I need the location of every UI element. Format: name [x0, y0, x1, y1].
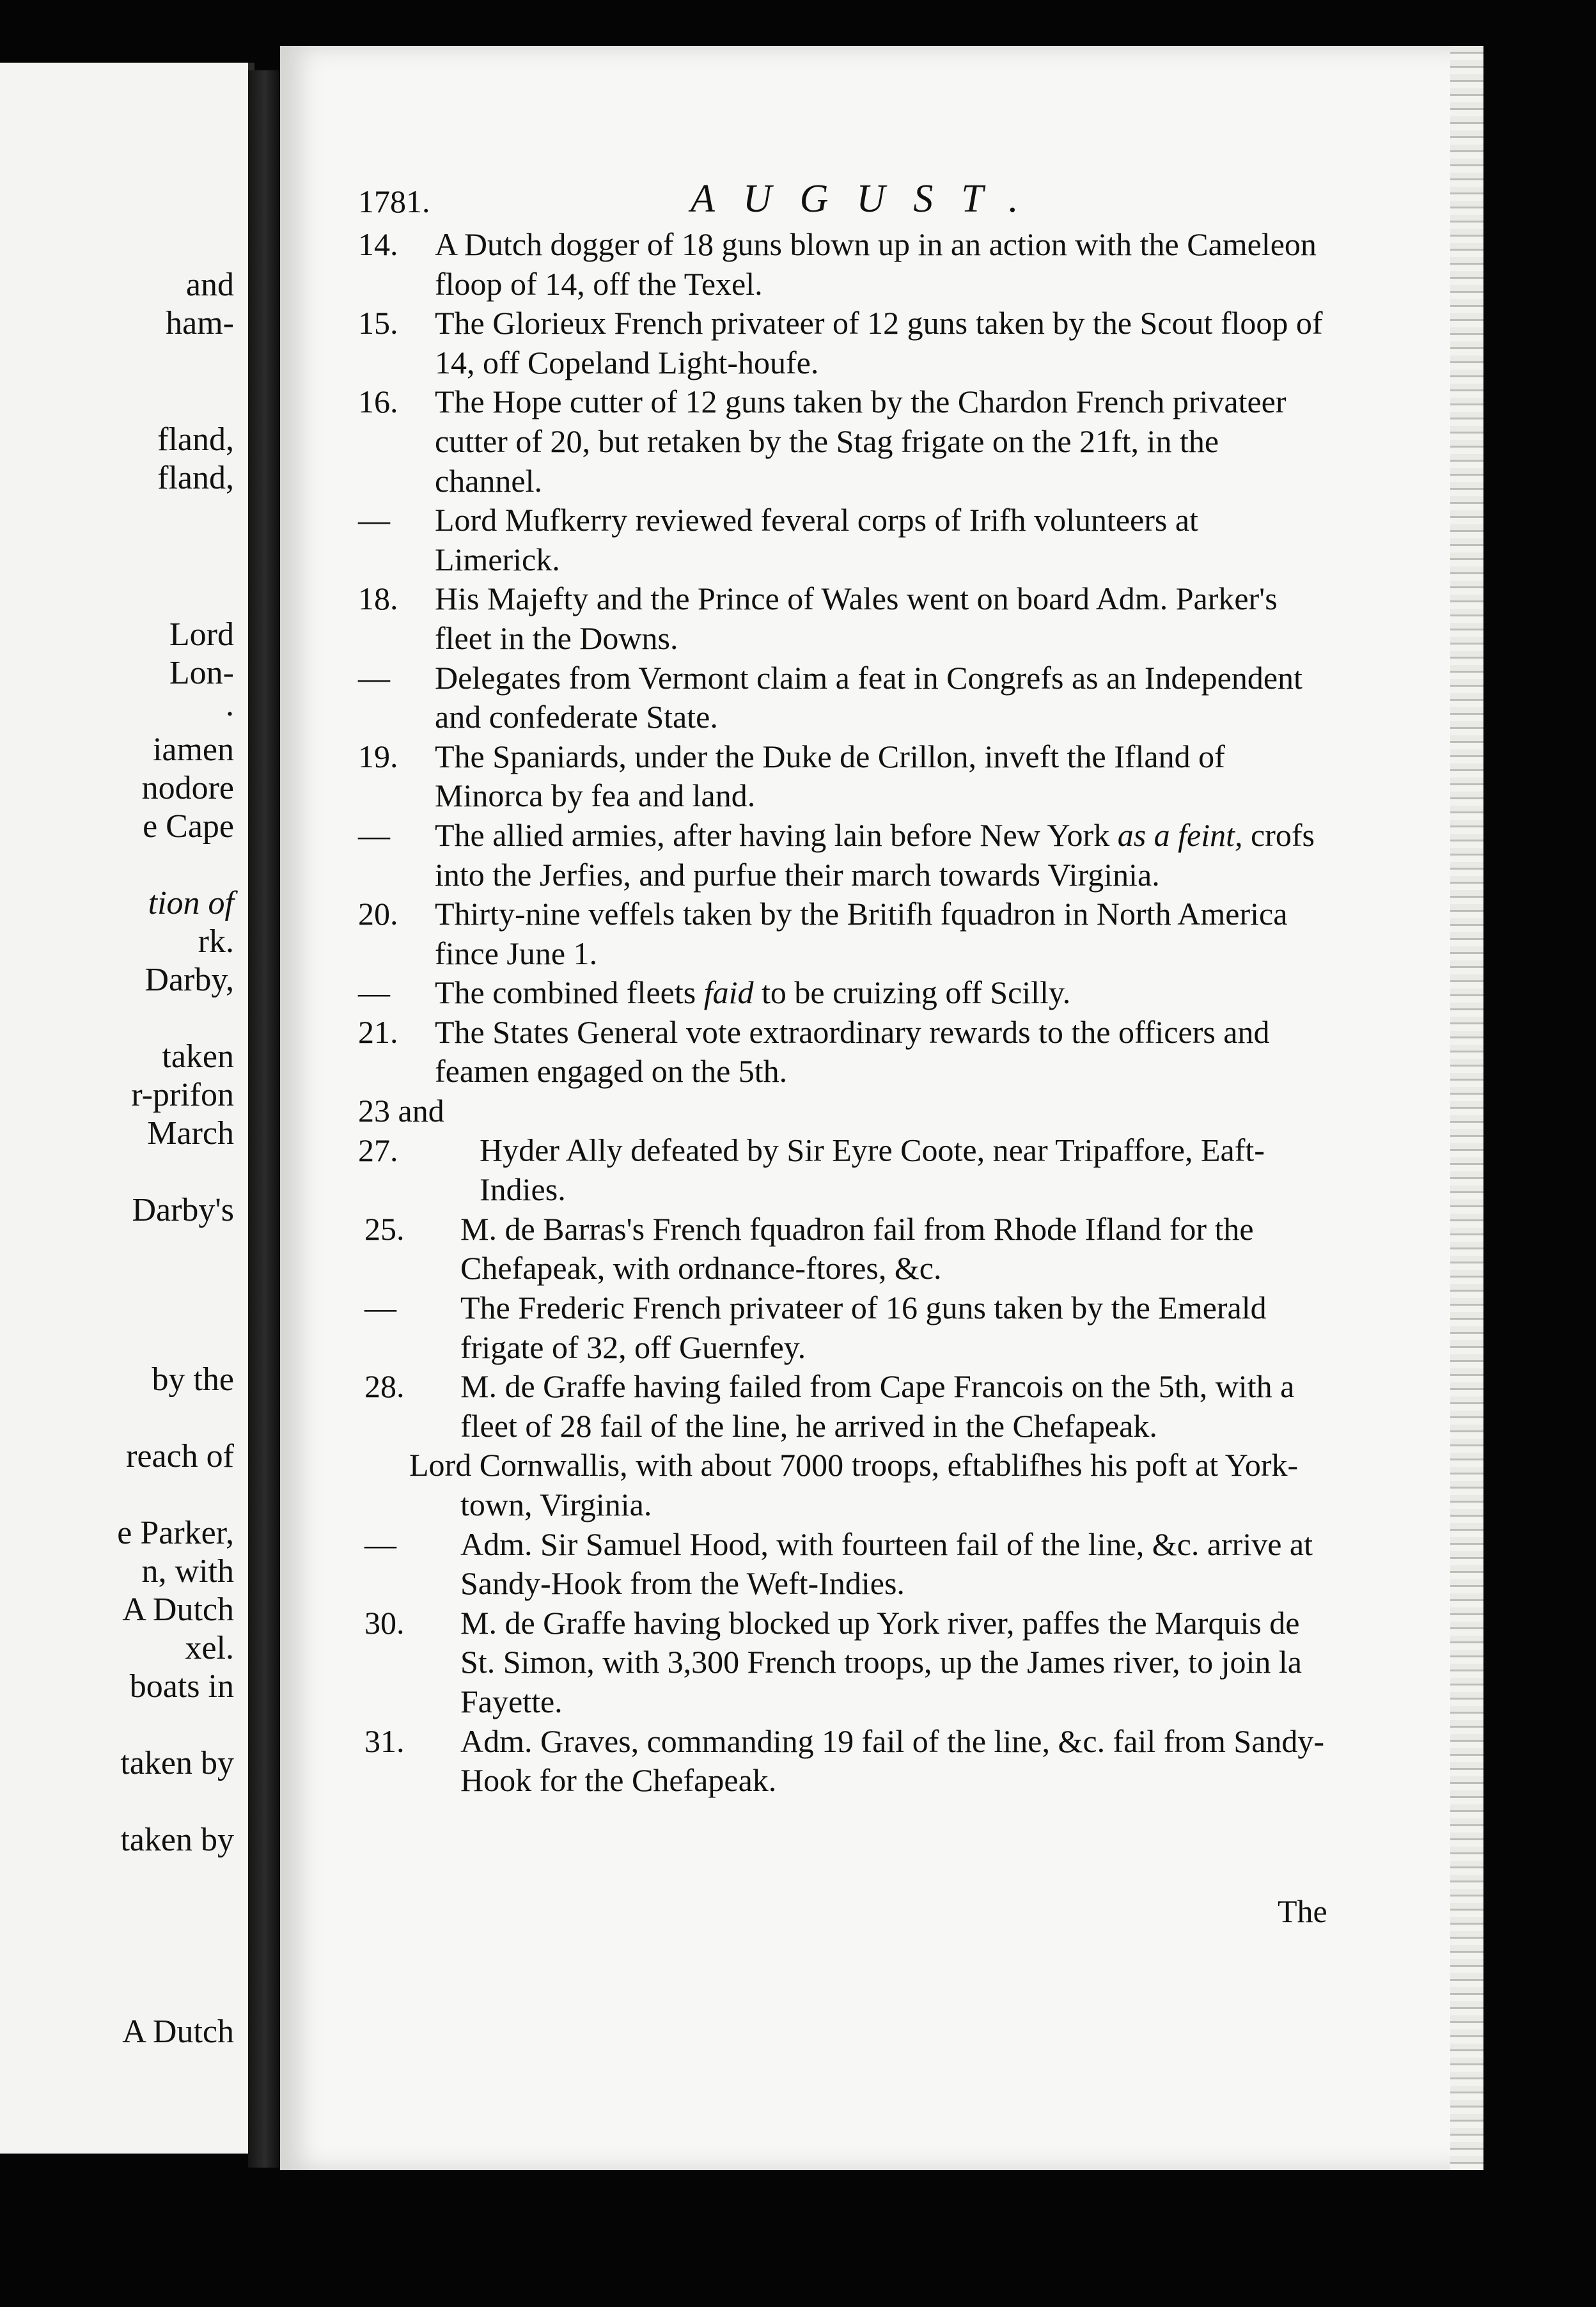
entry-date: 18. [358, 581, 398, 617]
left-fragment: e Cape [143, 808, 234, 845]
entry-date: 20. [358, 896, 398, 932]
left-fragment: and [185, 267, 234, 303]
left-fragment: reach of [126, 1438, 234, 1474]
left-fragment: fland, [157, 460, 234, 496]
chronology-entry [358, 1604, 1330, 1722]
entry-italic-text: faid [703, 974, 754, 1011]
entry-date: 21. [358, 1013, 398, 1050]
chronology-entry [358, 895, 1330, 973]
chronology-entry [358, 1446, 1330, 1524]
entry-dash: — [358, 974, 390, 1011]
entry-dash: — [364, 1290, 396, 1326]
chronology-entry [358, 1013, 1330, 1091]
entry-text: A Dutch dogger of 18 guns blown up in an action with the Cameleon floop of 14, off the Texel. [435, 226, 1317, 302]
left-fragment: A Dutch [122, 1591, 234, 1628]
chronology-entry [358, 1367, 1330, 1446]
chronology-entry [358, 1288, 1330, 1367]
left-fragment: rk. [198, 923, 234, 960]
entry-dash: — [364, 1526, 396, 1562]
left-fragment: by the [152, 1361, 234, 1398]
chronology-entry [358, 579, 1330, 658]
entry-text: Lord Mufkerry reviewed feveral corps of Irifh volunteers at Limerick. [435, 502, 1198, 577]
page-edges [1450, 46, 1483, 2170]
chronology-entry [358, 659, 1330, 737]
chronology-entry [358, 304, 1330, 382]
entry-date: 23 and 27. [358, 1093, 444, 1168]
chronology-entry [358, 501, 1330, 579]
entry-text: The Frederic French privateer of 16 guns taken by the Emerald frigate of 32, off Guernfey. [460, 1290, 1267, 1365]
entry-date: 30. [364, 1604, 405, 1641]
chronology-entry [358, 1525, 1330, 1604]
entry-date: 15. [358, 305, 398, 341]
entry-date: 28. [364, 1368, 405, 1405]
left-fragment: Lon- [169, 655, 234, 691]
entry-text: Delegates from Vermont claim a feat in Congrefs as an Independent and confederate State. [435, 659, 1303, 735]
left-fragment: . [226, 687, 234, 723]
chronology-entry [358, 1091, 1330, 1210]
entry-date: 14. [358, 226, 398, 262]
entry-text: M. de Barras's French fquadron fail from Rhode Ifland for the Chefapeak, with ordnance-ftores, &c. [460, 1210, 1254, 1286]
chronology-entry [358, 737, 1330, 816]
entry-text: Adm. Graves, commanding 19 fail of the line, &c. fail from Sandy-Hook for the Chefapeak. [460, 1723, 1325, 1799]
left-fragment: A Dutch [122, 2014, 234, 2050]
page-header [358, 177, 1330, 228]
entry-text: Adm. Sir Samuel Hood, with fourteen fail of the line, &c. arrive at Sandy-Hook from the Weft-Indies. [460, 1526, 1313, 1602]
entry-text: Lord Cornwallis, with about 7000 troops, eftablifhes his poft at York-town, Virginia. [409, 1447, 1299, 1522]
entry-date: 16. [358, 384, 398, 420]
entry-date: 25. [364, 1210, 405, 1247]
chronology-list [358, 225, 1330, 1801]
left-fragment: fland, [157, 421, 234, 458]
entry-text: Thirty-nine veffels taken by the Britifh fquadron in North America fince June 1. [435, 896, 1288, 971]
left-fragment: xel. [185, 1630, 234, 1666]
entry-text: The allied armies, after having lain before New York [435, 817, 1110, 853]
entry-text: The combined fleets [435, 974, 696, 1011]
left-fragment: nodore [141, 770, 234, 806]
entry-text: M. de Graffe having failed from Cape Francois on the 5th, with a fleet of 28 fail of the line, he arrived in the Chefapeak. [460, 1368, 1295, 1444]
left-fragment: boats in [129, 1668, 234, 1705]
entry-text: The Hope cutter of 12 guns taken by the Chardon French privateer cutter of 20, but retaken by the Stag frigate on the 21ft, in the channel. [435, 384, 1287, 499]
left-fragment: Lord [169, 616, 234, 653]
left-fragment: ham- [166, 305, 234, 341]
left-fragment: taken [162, 1038, 234, 1075]
catchword: The [1278, 1893, 1327, 1929]
entry-date: 19. [358, 738, 398, 774]
entry-text: M. de Graffe having blocked up York river, paffes the Marquis de St. Simon, with 3,300 French troops, up the James river, to join la Fayette. [460, 1604, 1302, 1719]
left-fragment: Darby, [145, 962, 234, 998]
entry-dash: — [358, 659, 390, 696]
year-heading: 1781. [358, 184, 430, 219]
left-fragment: r-prifon [131, 1077, 234, 1113]
entry-italic-text: as a feint, [1117, 817, 1243, 853]
entry-text: Hyder Ally defeated by Sir Eyre Coote, near Tripaffore, Eaft-Indies. [480, 1132, 1265, 1208]
entry-text: His Majefty and the Prince of Wales went on board Adm. Parker's fleet in the Downs. [435, 581, 1278, 656]
left-fragment: e Parker, [117, 1515, 234, 1551]
left-fragment: tion of [148, 885, 234, 921]
chronology-entry [358, 973, 1330, 1013]
chronology-entry [358, 816, 1330, 895]
left-fragment: taken by [120, 1745, 234, 1781]
entry-dash: — [358, 817, 390, 853]
month-heading: AUGUST. [691, 177, 1047, 221]
chronology-entry [358, 382, 1330, 501]
left-fragment: iamen [152, 731, 234, 768]
chronology-entry [358, 1210, 1330, 1288]
entry-text: The States General vote extraordinary rewards to the officers and feamen engaged on the 5th. [435, 1013, 1270, 1090]
chronology-entry [358, 1722, 1330, 1801]
entry-text: The Spaniards, under the Duke de Crillon, inveft the Ifland of Minorca by fea and land. [435, 738, 1225, 814]
book-gutter [248, 70, 281, 2168]
chronology-entry [358, 225, 1330, 304]
entry-text: crofs into the Jerfies, and purfue their march towards Virginia. [435, 817, 1315, 893]
left-fragment: taken by [120, 1822, 234, 1858]
entry-date: 31. [364, 1723, 405, 1759]
left-fragment: March [147, 1115, 234, 1152]
left-fragment: n, with [141, 1553, 234, 1590]
entry-text: The Glorieux French privateer of 12 guns taken by the Scout floop of 14, off Copeland Light-houfe. [435, 305, 1323, 380]
left-fragment: Darby's [132, 1192, 234, 1228]
entry-dash: — [358, 502, 390, 538]
facing-page [0, 63, 254, 2154]
entry-text: to be cruizing off Scilly. [761, 974, 1071, 1011]
